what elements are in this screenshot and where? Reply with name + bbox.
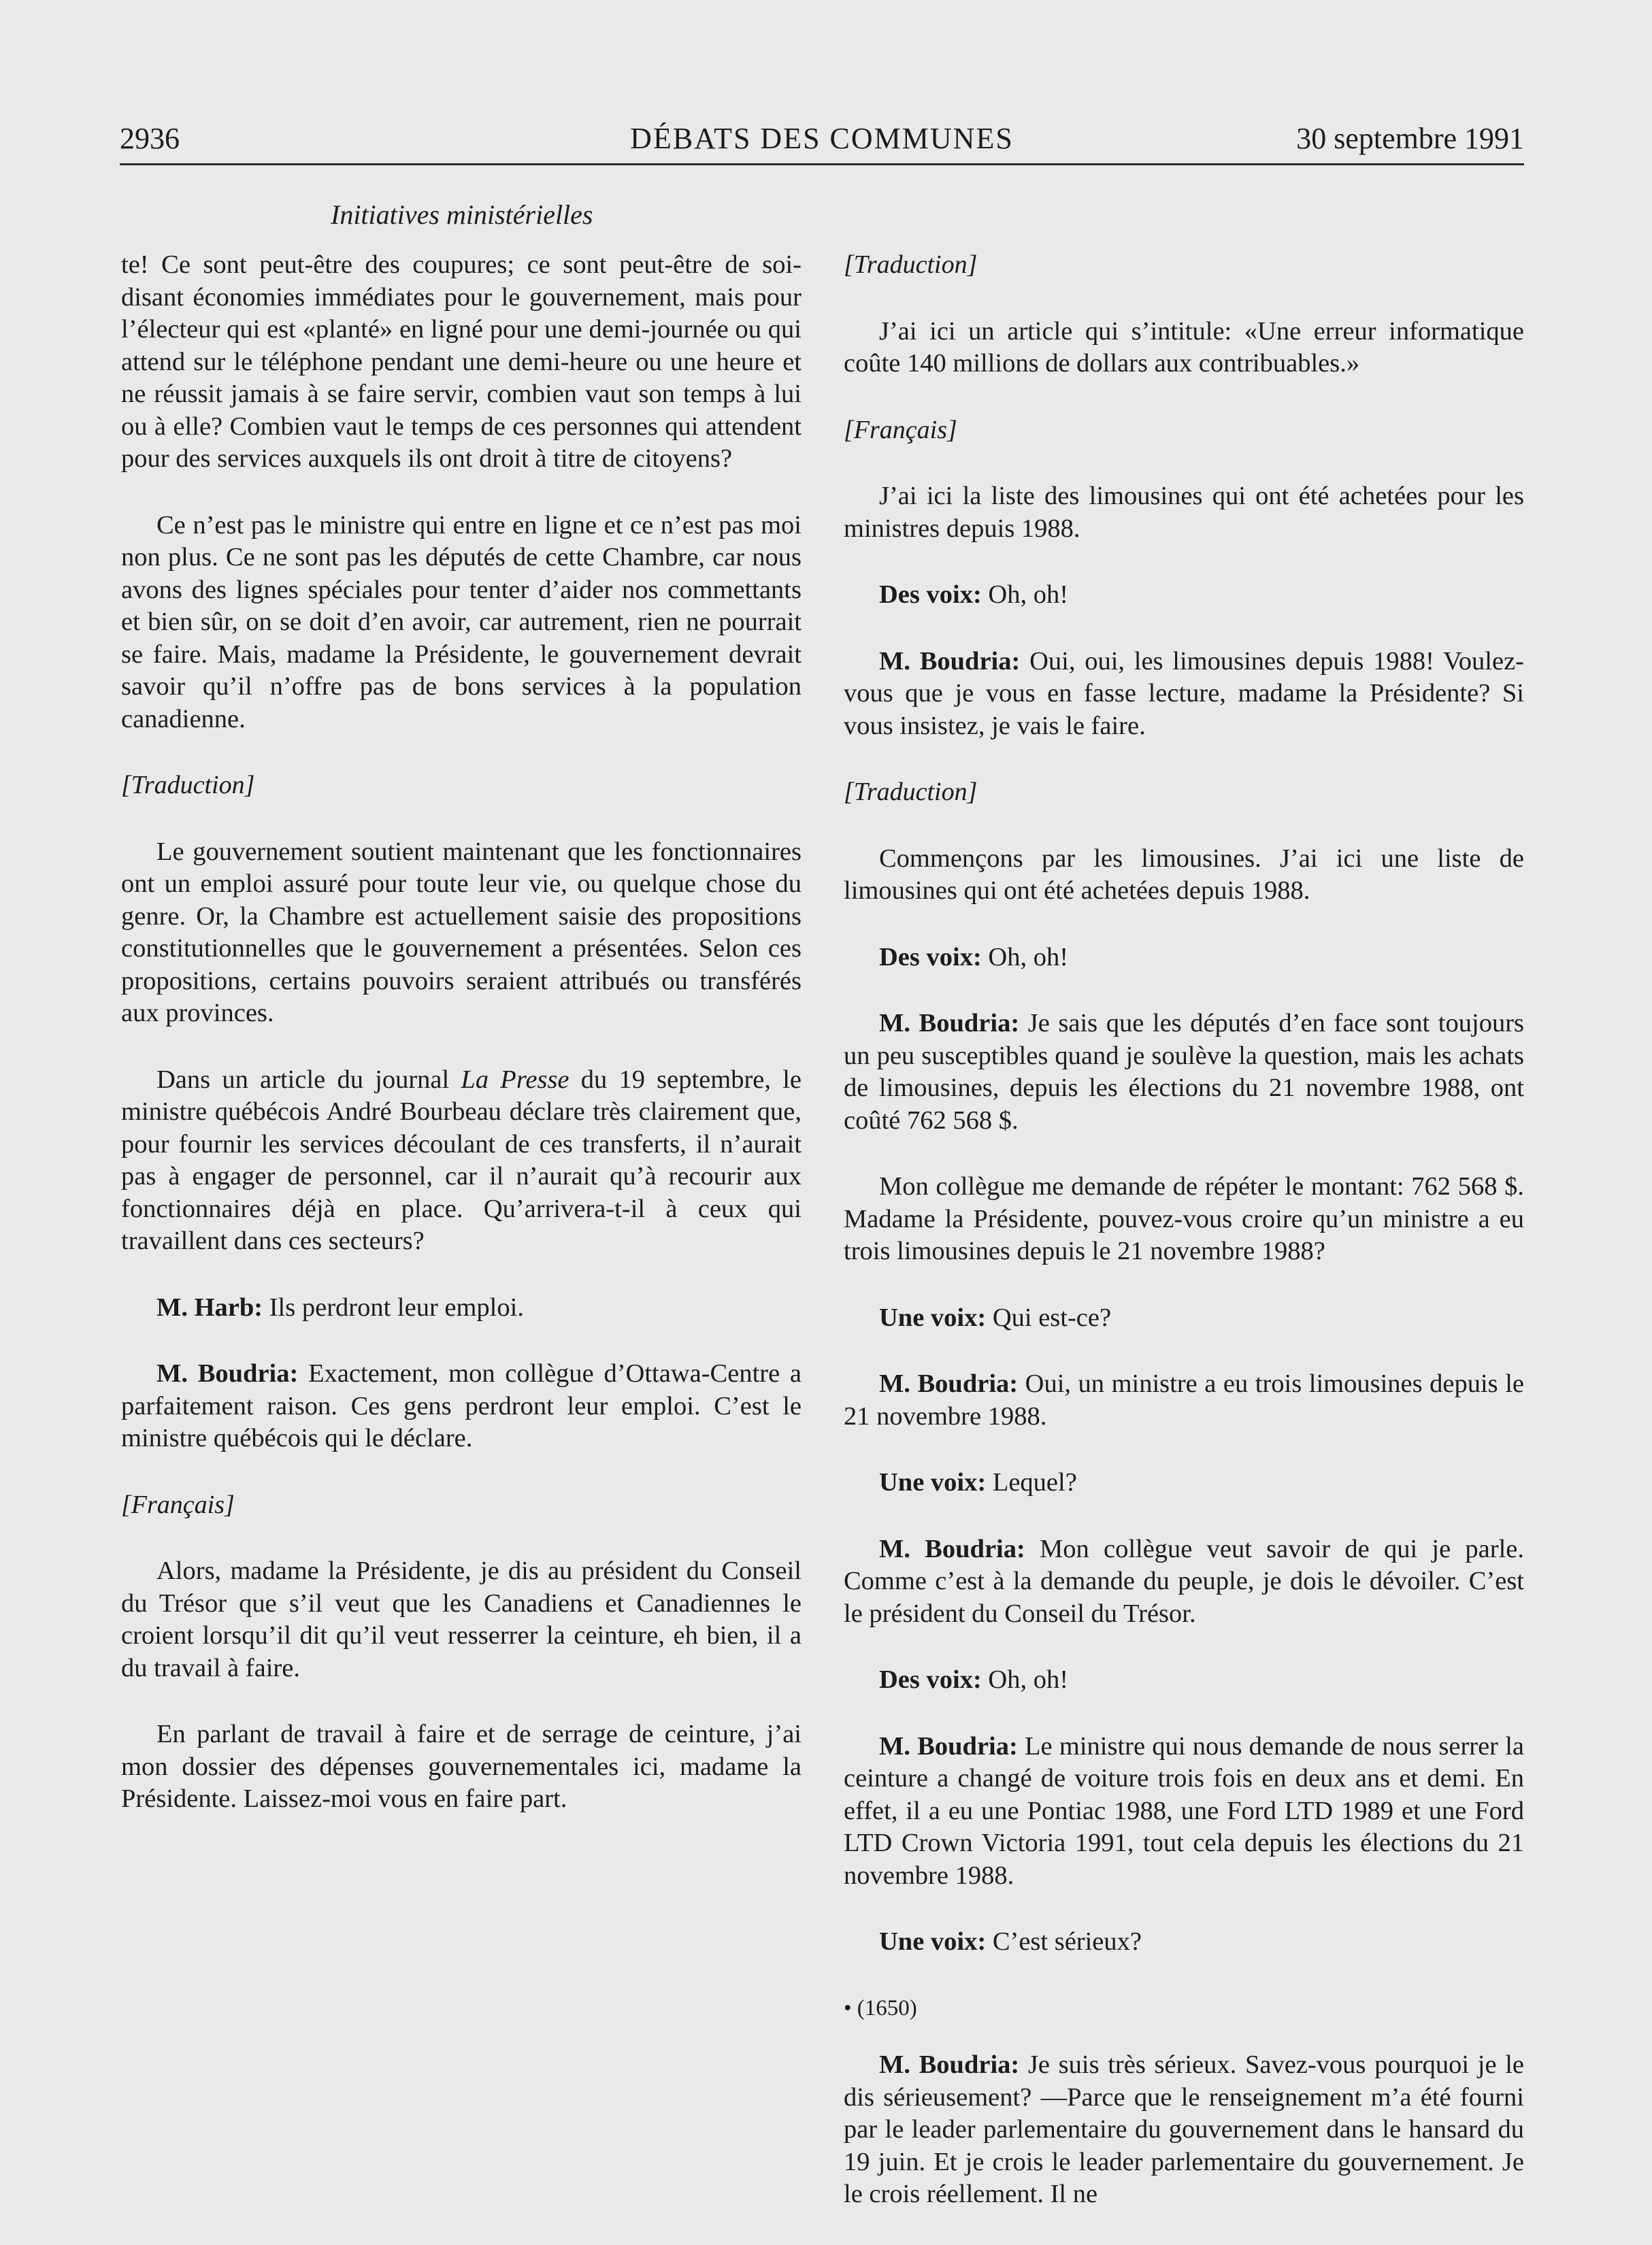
speech-text: Je sais que les députés d’en face sont toujours un peu susceptibles quand je soulève la question, mais les achats de limousines, depuis les élections du 21 novembre 1988, ont coûté 762 568 $. [844, 1009, 1524, 1135]
page-number: 2936 [120, 122, 180, 155]
language-tag: [Français] [121, 1490, 235, 1519]
speech-text: Oui, un ministre a eu trois limousines depuis le 21 novembre 1988. [844, 1369, 1524, 1431]
speech-text: Mon collègue veut savoir de qui je parle. Comme c’est à la demande du peuple, je dois le dévoiler. C’est le président du Conseil du Trésor. [844, 1534, 1524, 1628]
body-paragraph: En parlant de travail à faire et de serrage de ceinture, j’ai mon dossier des dépenses gouvernementales ici, madame la Présidente. Laissez-moi vous en faire part. [121, 1720, 802, 1813]
speaker-name: M. Boudria: [879, 1534, 1025, 1563]
speech-paragraph [844, 646, 1524, 743]
speaker-name: M. Harb: [156, 1293, 263, 1322]
speaker-name: Une voix: [879, 1303, 987, 1332]
speaker-name: Des voix: [879, 580, 982, 609]
language-tag: [Traduction] [844, 778, 978, 806]
speaker-name: Une voix: [879, 1927, 987, 1956]
page-header [120, 120, 1524, 165]
speech-paragraph [844, 1731, 1524, 1893]
section-title: Initiatives ministérielles [331, 199, 593, 230]
body-paragraph: Ce n’est pas le ministre qui entre en ligne et ce n’est pas moi non plus. Ce ne sont pas les députés de cette Chambre, car nous avons des lignes spéciales pour tenter d’aider nos commettants et bien sûr, on se doit d’en avoir, car autrement, rien ne pourrait se faire. Mais, madame la Présidente, le gouvernement devrait savoir qu’il n’offre pas de bons services à la population canadienne. [121, 510, 802, 733]
body-paragraph: Mon collègue me demande de répéter le montant: 762 568 $. Madame la Présidente, pouvez-vous croire qu’un ministre a eu trois limousines depuis le 21 novembre 1988? [844, 1172, 1524, 1265]
speech-text: Qui est-ce? [986, 1303, 1112, 1332]
speech-text: C’est sérieux? [986, 1927, 1142, 1956]
speech-text: Ils perdront leur emploi. [263, 1293, 524, 1322]
speech-text: Oh, oh! [981, 580, 1069, 609]
speech-paragraph [844, 1302, 1524, 1335]
speech-paragraph [844, 1926, 1524, 1959]
speaker-name: Des voix: [879, 942, 982, 971]
speaker-name: Des voix: [879, 1665, 982, 1694]
speech-paragraph [844, 942, 1524, 974]
speaker-name: M. Boudria: [156, 1359, 299, 1388]
text-fragment: du 19 septembre, le ministre québécois André Bourbeau déclare très clairement que, pour fournir les services découlant de ces transferts, il n’aurait pas à engager de personnel, car il n’aurait qu’à recourir aux fonctionnaires déjà en place. Qu’arrivera-t-il à ceux qui travaillent dans ces secteurs? [121, 1065, 802, 1255]
speech-paragraph [844, 1467, 1524, 1499]
speaker-name: M. Boudria: [879, 1009, 1020, 1037]
left-column [121, 249, 802, 1850]
body-paragraph [121, 1064, 802, 1258]
speaker-name: M. Boudria: [879, 1731, 1018, 1761]
body-paragraph: Commençons par les limousines. J’ai ici une liste de limousines qui ont été achetées depuis 1988. [844, 844, 1524, 905]
continued-paragraph: te! Ce sont peut-être des coupures; ce sont peut-être de soi-disant économies immédiates pour le gouvernement, mais pour l’électeur qui est «planté» en ligné pour une demi-journée ou qui attend sur le téléphone pendant une demi-heure ou une heure et ne réussit jamais à se faire servir, combien vaut son temps à lui ou à elle? Combien vaut le temps de ces personnes qui attendent pour des services auxquels ils ont droit à titre de citoyens? [121, 250, 802, 473]
language-tag: [Français] [844, 415, 957, 444]
speech-paragraph [844, 579, 1524, 612]
speech-text: Oui, oui, les limousines depuis 1988! Voulez-vous que je vous en fasse lecture, madame la Présidente? Si vous insistez, je vais le faire. [844, 646, 1525, 740]
speech-text: Le ministre qui nous demande de nous serrer la ceinture a changé de voiture trois fois en deux ans et demi. En effet, il a eu une Pontiac 1988, une Ford LTD 1989 et une Ford LTD Crown Victoria 1991, tout cela depuis les élections du 21 novembre 1988. [844, 1731, 1525, 1890]
speech-paragraph [844, 1664, 1524, 1697]
speaker-name: M. Boudria: [879, 1369, 1019, 1398]
language-tag: [Traduction] [121, 771, 255, 799]
speech-paragraph [844, 1368, 1524, 1433]
body-paragraph: Alors, madame la Présidente, je dis au président du Conseil du Trésor que s’il veut que les Canadiens et Canadiennes le croient lorsqu’il dit qu’il veut resserrer la ceinture, eh bien, il a du travail à faire. [121, 1557, 802, 1682]
speech-text: Je suis très sérieux. Savez-vous pourquoi je le dis sérieusement? —Parce que le renseignement m’a été fourni par le leader parlementaire du gouvernement dans le hansard du 19 juin. Et je crois le leader parlementaire du gouvernement. Je le crois réellement. Il ne [844, 2050, 1524, 2208]
speech-paragraph [844, 2049, 1524, 2211]
speaker-name: M. Boudria: [879, 2050, 1020, 2079]
speaker-name: Une voix: [879, 1468, 987, 1497]
body-paragraph: Le gouvernement soutient maintenant que les fonctionnaires ont un emploi assuré pour toute leur vie, ou quelque chose du genre. Or, la Chambre est actuellement saisie des propositions constitutionnelles que le gouvernement a présentées. Selon ces propositions, certains pouvoirs seraient attribués ou transférés aux provinces. [121, 837, 802, 1027]
right-column [844, 249, 1524, 2245]
text-fragment: Dans un article du journal [156, 1065, 461, 1094]
speech-paragraph [121, 1358, 802, 1455]
timestamp-marker: • (1650) [844, 1995, 917, 2020]
publication-title: DÉBATS DES COMMUNES [630, 122, 1014, 155]
publication-date: 30 septembre 1991 [1296, 122, 1524, 155]
speech-text: Exactement, mon collègue d’Ottawa-Centre a parfaitement raison. Ces gens perdront leur emploi. C’est le ministre québécois qui le déclare. [121, 1359, 802, 1452]
speech-text: Oh, oh! [981, 1665, 1069, 1694]
speech-paragraph [844, 1008, 1524, 1137]
newspaper-name: La Presse [461, 1065, 569, 1094]
speech-text: Lequel? [986, 1468, 1077, 1497]
speaker-name: M. Boudria: [879, 646, 1021, 676]
speech-text: Oh, oh! [981, 942, 1069, 971]
speech-paragraph [121, 1292, 802, 1325]
body-paragraph: J’ai ici la liste des limousines qui ont été achetées pour les ministres depuis 1988. [844, 482, 1524, 543]
body-paragraph: J’ai ici un article qui s’intitule: «Une erreur informatique coûte 140 millions de dollars aux contribuables.» [844, 316, 1524, 378]
language-tag: [Traduction] [844, 250, 978, 279]
speech-paragraph [844, 1533, 1524, 1631]
